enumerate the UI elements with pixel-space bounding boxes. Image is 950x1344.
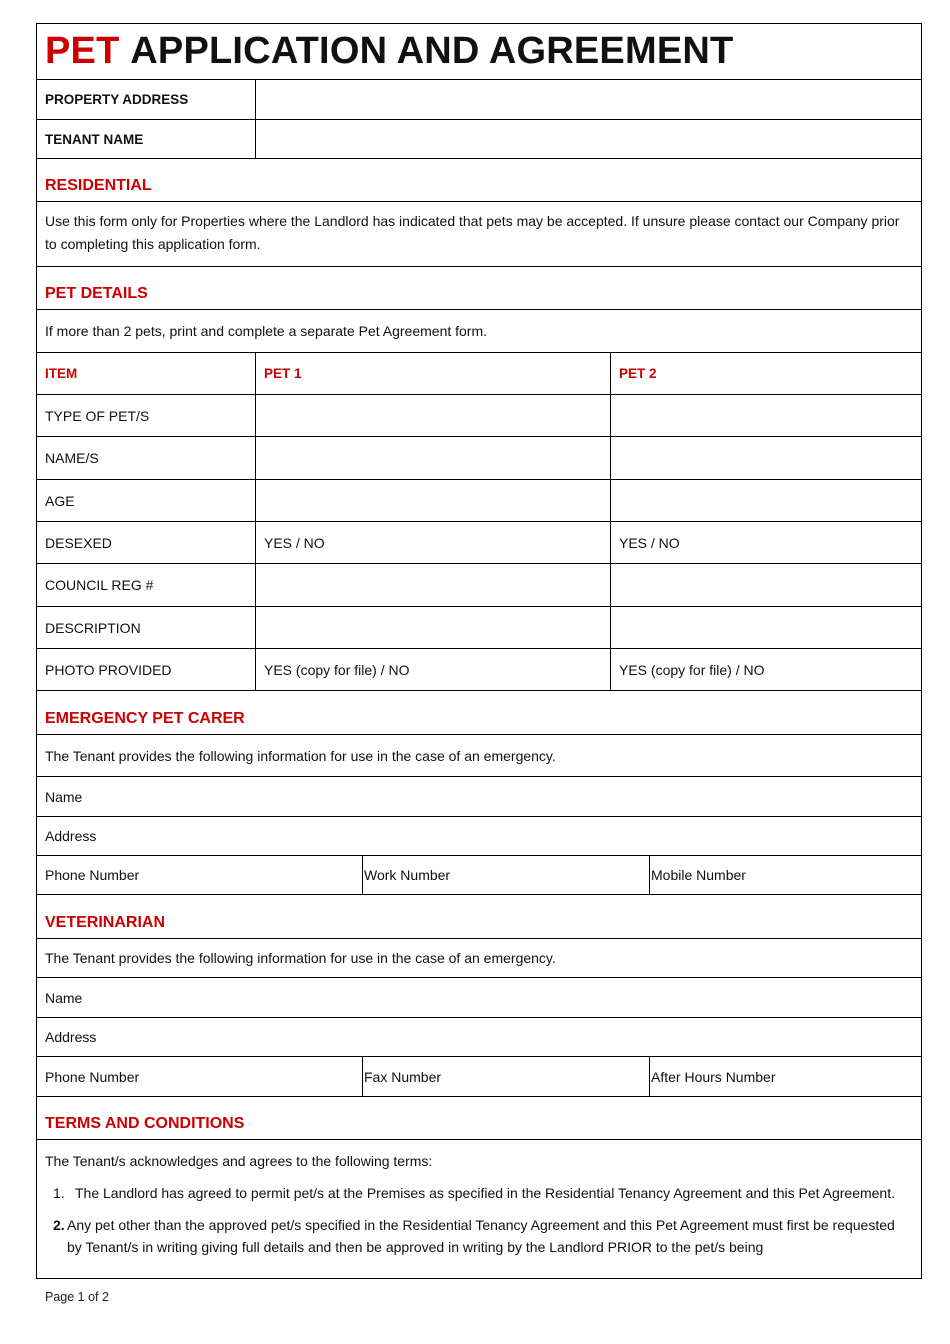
pet-1-photo-field[interactable]: YES (copy for file) / NO [255,649,610,690]
emergency-carer-address-row[interactable] [37,817,921,856]
emergency-carer-name-field[interactable]: Name [45,788,83,805]
property-address-row [37,80,921,120]
emergency-carer-note: The Tenant provides the following information for use in the case of an emergency. [45,747,556,764]
veterinarian-name-row[interactable] [37,978,921,1018]
table-row [37,649,921,691]
column-header-item: ITEM [45,366,78,381]
pet-1-type-field[interactable] [255,395,610,436]
residential-text: Use this form only for Properties where the Landlord has indicated that pets may be accepted. If unsure please contact our Company prior to completing this application form. [45,213,900,252]
column-header-pet-2: PET 2 [610,353,921,394]
tenant-name-label: TENANT NAME [45,131,144,147]
veterinarian-note: The Tenant provides the following information for use in the case of an emergency. [45,950,556,966]
veterinarian-heading: VETERINARIAN [45,914,166,931]
table-row [37,395,921,437]
term-number: 2. [53,1217,65,1233]
terms-content [37,1140,921,1258]
row-label-photo: PHOTO PROVIDED [45,661,172,678]
emergency-carer-mobile-field[interactable]: Mobile Number [649,856,921,894]
property-address-label: PROPERTY ADDRESS [45,92,189,107]
pet-2-photo-field[interactable]: YES (copy for file) / NO [610,649,921,690]
emergency-carer-phone-field[interactable]: Phone Number [45,867,140,883]
terms-heading-row [37,1097,921,1140]
veterinarian-phone-field[interactable]: Phone Number [45,1068,140,1085]
row-label-description: DESCRIPTION [45,619,141,636]
residential-heading-row [37,159,921,202]
emergency-carer-name-row[interactable] [37,777,921,817]
emergency-carer-work-field[interactable]: Work Number [362,856,649,894]
table-row [37,522,921,564]
title-rest: APPLICATION AND AGREEMENT [130,30,734,72]
pet-1-description-field[interactable] [255,607,610,648]
term-text: The Landlord has agreed to permit pet/s at the Premises as specified in the Residential Tenancy Agreement and this Pet Agreement. [75,1185,895,1201]
property-address-field[interactable] [255,80,921,119]
terms-body [37,1140,921,1279]
form-title [37,24,921,79]
pet-1-age-field[interactable] [255,480,610,521]
pet-1-desexed-field[interactable]: YES / NO [255,522,610,563]
pet-2-council-reg-field[interactable] [610,564,921,606]
form-title-row [37,24,921,80]
emergency-carer-heading: EMERGENCY PET CARER [45,710,245,727]
veterinarian-after-hours-field[interactable]: After Hours Number [649,1057,921,1096]
pet-2-type-field[interactable] [610,395,921,436]
emergency-carer-heading-row [37,691,921,735]
terms-heading: TERMS AND CONDITIONS [45,1115,245,1132]
pet-table-header [37,353,921,395]
table-row [37,437,921,480]
row-label-type: TYPE OF PET/S [45,407,150,424]
pet-2-age-field[interactable] [610,480,921,521]
residential-text-row [37,202,921,267]
row-label-name: NAME/S [45,450,99,466]
table-row [37,564,921,607]
row-label-council-reg: COUNCIL REG # [45,577,154,593]
row-label-desexed: DESEXED [45,534,112,551]
veterinarian-fax-field[interactable]: Fax Number [362,1057,649,1096]
pet-details-note-row [37,310,921,353]
term-number: 1. [53,1185,65,1201]
tenant-name-field[interactable] [255,120,921,158]
term-text: Any pet other than the approved pet/s specified in the Residential Tenancy Agreement and this Pet Agreement must first be requested by Tenant/s in writing giving full details and then be approved in writing by the Landlord PRIOR to the pet/s being [67,1217,895,1255]
pet-2-desexed-field[interactable]: YES / NO [610,522,921,563]
list-item [45,1182,907,1204]
list-item [45,1214,907,1258]
tenant-name-row [37,120,921,159]
veterinarian-heading-row [37,895,921,939]
emergency-carer-phone-row [37,856,921,895]
veterinarian-note-row [37,939,921,978]
table-row [37,607,921,649]
veterinarian-address-row[interactable] [37,1018,921,1057]
terms-intro: The Tenant/s acknowledges and agrees to the following terms: [45,1153,433,1169]
veterinarian-name-field[interactable]: Name [45,989,83,1006]
table-row [37,480,921,522]
residential-heading: RESIDENTIAL [45,177,152,194]
pet-1-council-reg-field[interactable] [255,564,610,606]
emergency-carer-address-field[interactable]: Address [45,828,97,844]
emergency-carer-note-row [37,735,921,777]
veterinarian-address-field[interactable]: Address [45,1029,97,1045]
pet-2-name-field[interactable] [610,437,921,479]
pet-agreement-form [36,23,922,1279]
pet-2-description-field[interactable] [610,607,921,648]
pet-details-heading: PET DETAILS [45,285,148,302]
pet-details-note: If more than 2 pets, print and complete a separate Pet Agreement form. [45,323,488,339]
veterinarian-phone-row [37,1057,921,1097]
row-label-age: AGE [45,492,75,509]
pet-details-heading-row [37,267,921,310]
page-number: Page 1 of 2 [45,1290,109,1304]
title-highlight: PET [45,30,120,72]
column-header-pet-1: PET 1 [255,353,610,394]
pet-1-name-field[interactable] [255,437,610,479]
